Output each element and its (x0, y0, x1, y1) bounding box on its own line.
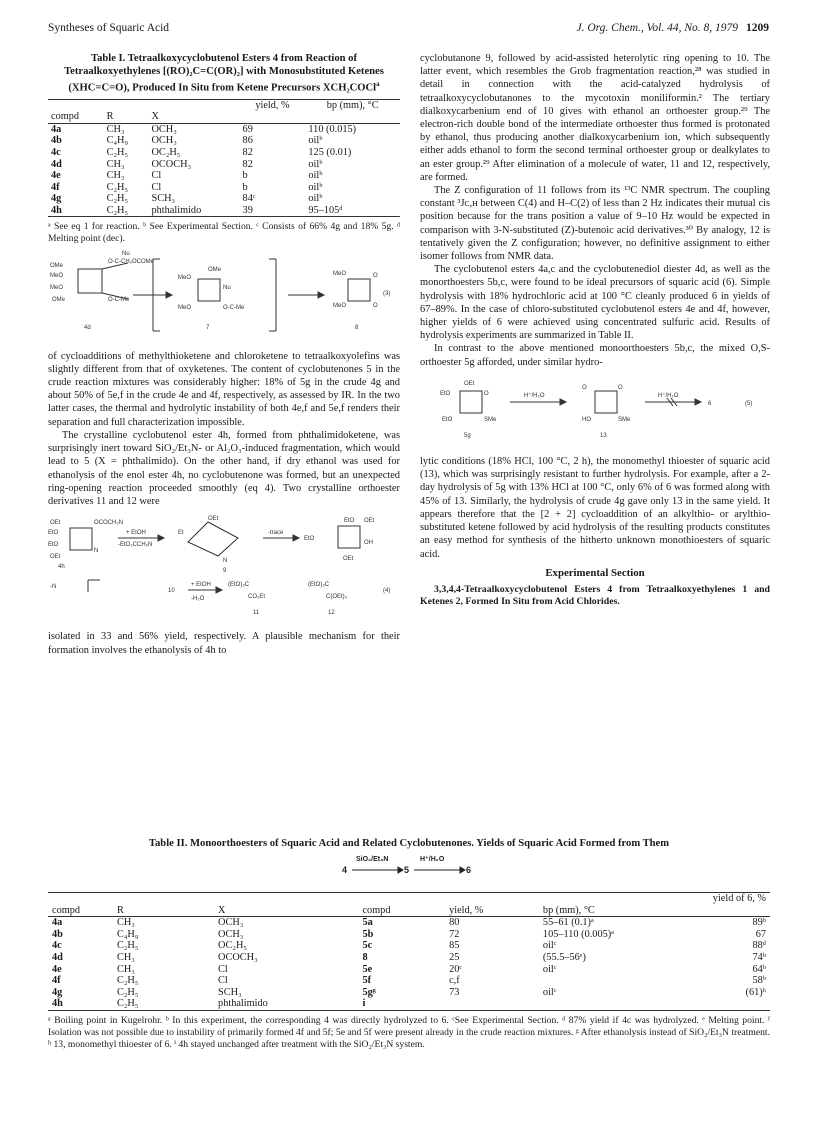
svg-text:OEt: OEt (464, 380, 475, 387)
svg-text:OEt: OEt (208, 516, 219, 523)
svg-text:EtO: EtO (440, 390, 451, 397)
table-cell: OCH₃ (218, 928, 244, 940)
svg-text:H⁺/H₂O: H⁺/H₂O (524, 392, 545, 399)
svg-text:OH: OH (364, 540, 373, 547)
svg-text:MeO: MeO (333, 271, 347, 278)
table-cell: c,f (449, 975, 460, 987)
table-cell: 8 (362, 951, 368, 963)
table-cell: 67 (755, 928, 766, 940)
table-cell: 39 (240, 205, 306, 217)
svg-text:OEt: OEt (50, 520, 61, 527)
table-row (48, 135, 400, 147)
t1-head-compd: compd (48, 111, 104, 123)
svg-text:SMe: SMe (618, 416, 631, 423)
table-cell: 88ᵈ (752, 940, 766, 952)
table-cell: Cl (218, 975, 228, 987)
table-cell (445, 998, 539, 1010)
table-cell: 4g (52, 986, 63, 998)
svg-text:EtO: EtO (344, 518, 355, 525)
svg-text:6: 6 (466, 865, 472, 875)
svg-text:O: O (484, 390, 489, 397)
cyclobutene-ring-4d (78, 269, 102, 293)
table-cell: 5c (362, 940, 373, 952)
table-cell: oilᵇ (308, 135, 323, 147)
table-cell: phthalimido (148, 205, 239, 217)
table-cell: 82 (242, 158, 253, 170)
label-10: 10 (168, 588, 175, 595)
t2-head-compd: compd (48, 905, 113, 917)
svg-text:N: N (223, 558, 228, 565)
svg-text:OEt: OEt (343, 556, 354, 563)
svg-text:HO: HO (582, 416, 591, 423)
left-paragraph-3: isolated in 33 and 56% yield, respectively. A plausible mechanism for their formation involves the ethanolysis of 4h to (48, 631, 400, 656)
table-row (48, 147, 400, 159)
svg-text:-trace: -trace (268, 530, 284, 537)
table1-title: Table I. Tetraalkoxycyclobutenol Esters 4 from Reaction of Tetraalkoxyethylenes [(RO)₂C=C(OR)₂] with Monosubstituted Ketenes (XHC=C=O), Produced In Situ from Ketene Precursors XCH₂COCl$^a$ (64, 53, 384, 94)
t1-head-r: R (104, 111, 149, 123)
table-cell: OCH₃ (218, 917, 244, 929)
table-cell: 5b (362, 928, 374, 940)
svg-text:O: O (373, 303, 378, 310)
svg-text:(EtO)₃C: (EtO)₃C (228, 582, 250, 589)
table-cell: oilᶜ (542, 986, 557, 998)
table-cell: OCOCH₃ (218, 951, 258, 963)
running-title: Syntheses of Squaric Acid (48, 22, 170, 34)
label-11: 11 (253, 610, 260, 617)
table-cell: 4c (52, 940, 62, 952)
table-cell: C₂H₅ (116, 940, 139, 952)
left-column (48, 52, 400, 657)
svg-text:EtO: EtO (48, 530, 59, 537)
left-paragraph-2: The crystalline cyclobutenol ester 4h, formed from phthalimidoketene, was surprisingly inert toward SiO₂/Et₃N- or Al₂O₃-induced fragmentation, which would lead to 5 (X = phthalimido). On the other hand, if dry ethanol was used for ethanolysis of the enol ester 4h, no cyclobutenone was formed, but an unexpected ring-opening reaction proceeded smoothly (eq 4). Two crystalline orthoester derivatives 11 and 12 were (48, 429, 400, 507)
svg-text:4: 4 (342, 865, 348, 875)
label-7: 7 (206, 325, 210, 332)
label-5g: 5g (464, 432, 471, 439)
table2-block (48, 838, 770, 1051)
cyclobutene-ring-8 (348, 279, 370, 301)
table-cell: oilᶜ (542, 940, 557, 952)
svg-text:O-C-CH₂OCOMe: O-C-CH₂OCOMe (108, 259, 154, 266)
table-cell: 5e (362, 963, 373, 975)
svg-text:N: N (94, 548, 99, 555)
svg-text:SiO₂/Et₃N: SiO₂/Et₃N (356, 856, 389, 863)
table-cell: OCH₃ (151, 123, 177, 135)
table-cell: 4b (51, 135, 62, 147)
scheme-eq5 (420, 373, 770, 451)
table-cell: 4f (52, 975, 61, 987)
table-cell: 73 (449, 986, 460, 998)
label-6: 6 (708, 400, 712, 407)
table-row (48, 940, 770, 952)
table-cell: (55.5–56ᵉ) (542, 951, 586, 963)
svg-text:OCOCH₂N: OCOCH₂N (94, 520, 123, 527)
svg-text:C(OEt)₃: C(OEt)₃ (326, 594, 348, 601)
table2-scheme (48, 851, 770, 886)
table-cell: 4d (52, 951, 63, 963)
svg-text:-N: -N (50, 584, 57, 591)
table-cell: 4e (52, 963, 62, 975)
table-row (48, 964, 770, 976)
label-4h: 4h (58, 564, 65, 571)
table-row (48, 193, 400, 205)
table-cell: 5gᵍ (362, 986, 376, 998)
t2-head-yield: yield, % (445, 905, 539, 917)
table-cell: oilᵇ (308, 170, 323, 182)
table-cell: (61)ʰ (745, 986, 766, 998)
table-cell: oilᵇ (308, 181, 323, 193)
t1-head-yield: yield, % (240, 99, 306, 111)
svg-text:-EtO₂CCH₂N: -EtO₂CCH₂N (118, 542, 153, 549)
table-cell: 85 (449, 940, 460, 952)
table-cell: SCH₃ (151, 193, 176, 205)
table-cell: CH₃ (116, 951, 135, 963)
table-row (48, 182, 400, 194)
t2-head-bp: bp (mm), °C (539, 905, 683, 917)
table-cell: 80 (449, 917, 460, 929)
table2-title: Table II. Monoorthoesters of Squaric Acid and Related Cyclobutenones. Yields of Squaric Acid Formed from Them (148, 838, 670, 849)
table-cell: C₄H₉ (106, 135, 129, 147)
svg-text:OEt: OEt (50, 554, 61, 561)
table-cell: 105–110 (0.005)ᵃ (542, 928, 614, 940)
svg-text:OMe: OMe (50, 263, 64, 270)
table-cell: b (242, 170, 248, 182)
table-cell: CH₃ (106, 170, 125, 182)
table-cell: 25 (449, 951, 460, 963)
table-cell: Cl (151, 181, 162, 193)
svg-text:5: 5 (404, 865, 410, 875)
table-row (48, 159, 400, 171)
table-cell: C₂H₅ (116, 975, 139, 987)
table-cell (539, 998, 683, 1010)
t2-head-yield6: yield of 6, % (683, 893, 770, 905)
table-cell: 82 (242, 146, 253, 158)
table-cell: 84ᶜ (242, 193, 256, 205)
table-cell: 86 (242, 135, 253, 147)
label-8: 8 (355, 325, 359, 332)
table1 (48, 99, 400, 218)
svg-text:MeO: MeO (50, 285, 64, 292)
table-row (48, 170, 400, 182)
scheme-eq3 (48, 249, 400, 345)
scheme-eq4 (48, 512, 400, 626)
table-cell: 4a (52, 917, 63, 929)
table-cell: 5f (362, 975, 372, 987)
svg-text:(4): (4) (383, 588, 391, 595)
table-cell: OCH₃ (151, 135, 177, 147)
table-row (48, 987, 770, 999)
table-cell: 95–105ᵈ (305, 205, 400, 217)
experimental-section-heading: Experimental Section (545, 566, 645, 579)
table-cell: 4e (51, 170, 61, 182)
t2-head-r: R (113, 905, 214, 917)
table-cell: OC₂H₅ (151, 146, 181, 158)
table-cell: OC₂H₅ (218, 940, 247, 952)
table-cell: 58ᵇ (752, 975, 766, 987)
svg-text:SMe: SMe (484, 416, 497, 423)
table-cell: 74ᵇ (752, 951, 766, 963)
table-cell: 89ᵇ (752, 917, 766, 929)
table-cell: oilᶜ (542, 963, 557, 975)
table-cell: C₂H₅ (106, 146, 129, 158)
right-paragraph-2: The Z configuration of 11 follows from its ¹³C NMR spectrum. The coupling constant ³Jᴄ,ʜ between C(4) and H–C(2) of less than 2 Hz indicates their mutual cis position because for the trans position a value of 9–10 Hz would be expected in comparison with 3-N-substituted (Z)-butenoic acid derivatives.³⁰ By analogy, 12 is tentatively given the Z configuration; however, no definitive assignment to either isomer follows from NMR data. (420, 185, 770, 263)
table-cell: 125 (0.01) (308, 146, 352, 158)
table-row (48, 205, 400, 217)
table-cell: C₂H₅ (104, 205, 149, 217)
table-cell: Cl (218, 963, 228, 975)
table-row (48, 929, 770, 941)
table-cell: 20ᶜ (449, 963, 462, 975)
page-number: 1209 (746, 22, 769, 34)
table-cell: 4g (51, 193, 62, 205)
table-cell: C₂H₅ (106, 181, 129, 193)
left-paragraph-1: of cycloadditions of methylthioketene and chloroketene to tetraalkoxyolefins was slightly different from that of oxyketenes. The content of cyclobutenones 5 in the crude reaction mixtures was considerably higher: 18% of 5g in the crude 4g and about 50% of 5e,f in the crude 4e and 4f, respectively, as assessed by IR. In the two latter cases, the thermal and hydrolytic instability of both 4e,f and 5e,f renders their separation and full characterization impossible. (48, 350, 400, 428)
svg-text:Et: Et (178, 530, 184, 537)
svg-text:+ EtOH: + EtOH (126, 530, 146, 537)
table-cell: CH₃ (106, 158, 125, 170)
table-cell: CH₃ (106, 123, 125, 135)
svg-text:Nu: Nu (122, 251, 130, 258)
svg-text:(5): (5) (745, 400, 753, 407)
table-cell: 69 (242, 123, 253, 135)
right-paragraph-3: The cyclobutenol esters 4a,c and the cyclobutenediol diester 4d, as well as the monorthoesters 5b,c, were found to be ideal precursors of squaric acid (6). Simple hydrolysis with 18% hydrochloric acid at 100 °C cleanly produced 6 in yields of 67–89%. In the case of chloro-substituted cyclobutenol esters 4e and 4f, however, higher yields of 6 were achieved using concentrated sulfuric acid. Results of hydrolysis experiments are summarized in Table II. (420, 264, 770, 342)
table-cell: b (242, 181, 248, 193)
svg-text:O-C-Me: O-C-Me (108, 297, 130, 304)
table2 (48, 892, 770, 1011)
svg-text:EtO: EtO (442, 416, 453, 423)
svg-text:OMe: OMe (52, 297, 66, 304)
svg-text:OEt: OEt (364, 518, 375, 525)
table-cell: 4c (51, 146, 61, 158)
table-cell: 55–61 (0.1)ᵃ (542, 917, 594, 929)
table-cell: oilᵇ (308, 158, 323, 170)
table-cell: oilᵇ (308, 193, 323, 205)
table-cell: C₄H₉ (116, 928, 139, 940)
table-cell: C₂H₅ (113, 998, 214, 1010)
svg-text:MeO: MeO (50, 273, 64, 280)
table-row (48, 917, 770, 929)
t1-head-bp: bp (mm), °C (305, 99, 400, 111)
table-cell: SCH₃ (218, 986, 242, 998)
table-cell: CH₃ (116, 963, 135, 975)
table-cell: 110 (0.015) (308, 123, 357, 135)
table-cell: 5a (362, 917, 373, 929)
table-cell: 4a (51, 123, 62, 135)
right-paragraph-5: lytic conditions (18% HCl, 100 °C, 2 h), the monomethyl thioester of squaric acid (13), which was surprisingly resistant to further hydrolysis. For example, after a 2-day hydrolysis of 5g with 13% HCl at 100 °C, only 6% of 6 was formed along with 45% of 13. Similarly, the hydrolysis of crude 4g gave only 13 in the same yield. It appears therefore that the [2 + 2] cycloaddition of an alkylthio- or arylthio-substituted ketene followed by acid hydrolysis of the resulting products constitutes an easy method for synthesis of the hitherto unknown monothioesters of squaric acid. (420, 456, 770, 560)
table-cell: 4b (52, 928, 63, 940)
journal-citation (576, 22, 769, 34)
label-4d: 4d (84, 325, 91, 332)
svg-text:EtO: EtO (304, 536, 315, 543)
svg-text:O: O (618, 384, 623, 391)
table-cell: 4h (48, 998, 113, 1010)
table-cell (683, 998, 770, 1010)
table-cell: 4d (51, 158, 62, 170)
table-cell: 72 (449, 928, 460, 940)
table-cell: OCOCH₃ (151, 158, 192, 170)
table-cell: CH₃ (116, 917, 135, 929)
eq4-structures (48, 512, 400, 622)
table2-footnote: ᵃ Boiling point in Kugelrohr. ᵇ In this experiment, the corresponding 4 was directly hydrolyzed to 6. ᶜSee Experimental Section. ᵈ 87% yield if 4c was hydrolyzed. ᵉ Melting point. ᶠ Isolation was not possible due to instability of primarily formed 4f and 5f; 5e and 5f were present already in the crude reaction mixtures. ᵍ After ethanolysis instead of SiO₂/Et₃N treatment. ʰ 13, monomethyl thioester of 6. ⁱ 4h stayed unchanged after treatment with the SiO₂/Et₃N system. (48, 1014, 770, 1050)
svg-text:MeO: MeO (333, 303, 347, 310)
svg-text:+ EtOH: + EtOH (191, 582, 211, 589)
table-cell: Cl (151, 170, 162, 182)
label-12: 12 (328, 610, 335, 617)
svg-text:-H₂O: -H₂O (191, 596, 205, 603)
svg-text:OMe: OMe (208, 267, 222, 274)
label-9: 9 (223, 568, 227, 575)
svg-text:EtO: EtO (48, 542, 59, 549)
eq5-structures (420, 373, 770, 447)
table-cell: C₂H₅ (106, 193, 129, 205)
eq3-structures (48, 249, 400, 341)
t2-head-compd2: compd (358, 905, 445, 917)
t2-head-x: X (214, 905, 358, 917)
right-column (420, 52, 770, 608)
table-row (48, 998, 770, 1010)
svg-text:(3): (3) (383, 291, 391, 298)
journal-name: J. Org. Chem., Vol. 44, No. 8, 1979 (576, 22, 738, 34)
t1-head-x: X (148, 111, 239, 123)
experimental-subheading: 3,3,4,4-Tetraalkoxycyclobutenol Esters 4 from Tetraalkoxyethylenes 1 and Ketenes 2, Formed In Situ from Acid Chlorides. (420, 583, 770, 607)
svg-text:Nu: Nu (223, 285, 231, 292)
svg-text:MeO: MeO (178, 275, 192, 282)
svg-text:(EtO)₃C: (EtO)₃C (308, 582, 330, 589)
table-cell: phthalimido (214, 998, 358, 1010)
table-cell: 4h (48, 205, 104, 217)
table-cell: 4f (51, 181, 60, 193)
svg-text:O-C-Me: O-C-Me (223, 305, 245, 312)
svg-text:MeO: MeO (178, 305, 192, 312)
right-paragraph-1: cyclobutanone 9, followed by acid-assisted heterolytic ring opening to 10. The latter event, which resembles the Grob fragmentation reaction,²⁸ was studied in detail in connection with the acid-catalyzed hydrolysis of tetraalkoxycyclobutanones to the mycotoxin moniliformin.² The tertiary dialkoxycarbenium end of 10 gives with ethanol an orthoester group.²⁹ The electron-rich double bond of the intermediate orthoester thus formed is protonated by ethanol, thus producing another dialkoxycarbenium ion, which subsequently either adds ethanol to form the second terminal orthoester group or dealkylates to an ester group.²⁹ After elimination of a molecule of water, 11 and 12, respectively, are formed. (420, 53, 770, 183)
table-cell: 64ᵇ (752, 963, 766, 975)
table-cell: i (358, 998, 445, 1010)
table-cell (539, 975, 683, 987)
svg-text:O: O (582, 384, 587, 391)
table1-footnote: ᵃ See eq 1 for reaction. ᵇ See Experimental Section. ᶜ Consists of 66% 4g and 18% 5g. ᵈ Melting point (dec). (48, 221, 400, 245)
table-cell: C₂H₅ (116, 986, 139, 998)
svg-text:H⁺/H₂O: H⁺/H₂O (658, 392, 679, 399)
label-13: 13 (600, 432, 607, 439)
table-row (48, 952, 770, 964)
table-row (48, 975, 770, 987)
cyclobutene-ring-7 (198, 279, 220, 301)
right-paragraph-4: In contrast to the above mentioned monoorthoesters 5b,c, the mixed O,S-orthoester 5g afforded, under similar hydro- (420, 343, 770, 368)
svg-text:H⁺/H₂O: H⁺/H₂O (420, 856, 445, 863)
table-row (48, 123, 400, 135)
svg-text:CO₂Et: CO₂Et (248, 594, 265, 601)
svg-text:O: O (373, 273, 378, 280)
